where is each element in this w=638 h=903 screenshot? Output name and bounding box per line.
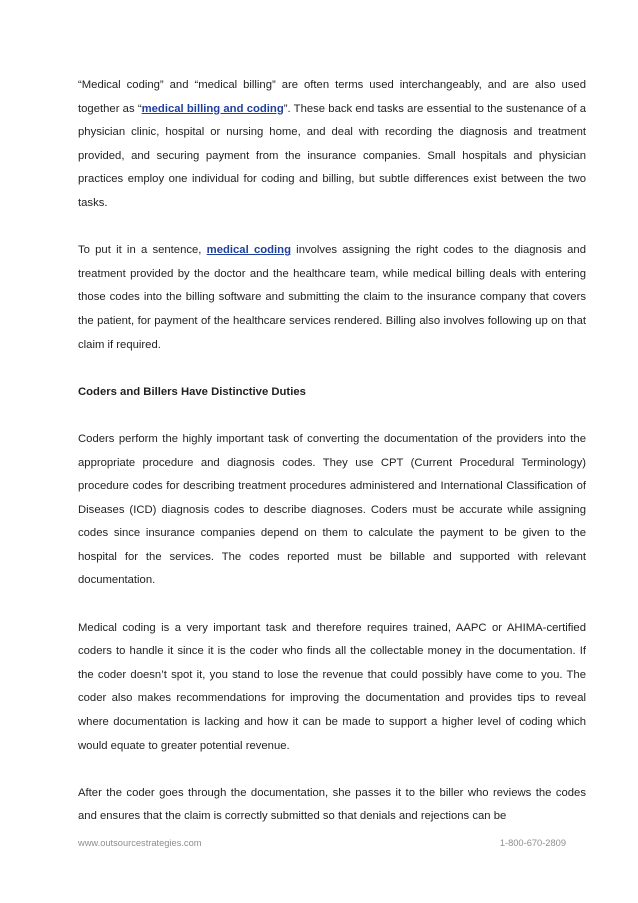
paragraph-definition-end: involves assigning the right codes to the diagnosis and treatment provided by the doctor and the healthcare team, while medical billing deals with entering those codes into the billing software and submitting the claim to the insurance company that covers the patient, for payment of the healthcare services rendered. Billing also involves following up on that claim if required. <box>78 244 586 351</box>
paragraph-definition <box>78 239 586 357</box>
paragraph-certified-coders: Medical coding is a very important task and therefore requires trained, AAPC or AHIMA-certified coders to handle it since it is the coder who finds all the collectable money in the documentation. If the coder doesn’t spot it, you stand to lose the revenue that could possibly have come to you. The coder also makes recommendations for improving the documentation and provides tips to reveal where documentation is lacking and how it can be made to support a higher level of coding which would equate to greater potential revenue. <box>78 621 586 752</box>
footer-website: www.outsourcestrategies.com <box>78 838 202 848</box>
section-heading: Coders and Billers Have Distinctive Duties <box>78 385 306 398</box>
paragraph-intro-start: “Medical coding” and “medical billing” are often terms used interchangeably, and are also used together as “ <box>78 79 586 115</box>
paragraph-intro <box>78 74 586 216</box>
document-body <box>78 74 586 829</box>
medical-coding-link[interactable]: medical coding <box>206 244 291 257</box>
medical-billing-and-coding-link[interactable]: medical billing and coding <box>141 102 284 115</box>
paragraph-biller-review: After the coder goes through the documentation, she passes it to the biller who reviews the codes and ensures that the claim is correctly submitted so that denials and rejections can be <box>78 786 586 823</box>
footer-phone: 1-800-670-2809 <box>499 838 566 848</box>
paragraph-coders-duties: Coders perform the highly important task of converting the documentation of the providers into the appropriate procedure and diagnosis codes. They use CPT (Current Procedural Terminology) procedure codes for describing treatment procedures administered and International Classification of Diseases (ICD) diagnosis codes to describe diagnoses. Coders must be accurate while assigning codes since insurance companies depend on them to calculate the payment to be given to the hospital for the services. The codes reported must be billable and supported with relevant documentation. <box>78 432 586 587</box>
paragraph-intro-end: ”. These back end tasks are essential to the sustenance of a physician clinic, hospital or nursing home, and deal with recording the diagnosis and treatment provided, and securing payment from the insurance companies. Small hospitals and physician practices employ one individual for coding and billing, but subtle differences exist between the two tasks. <box>78 102 586 209</box>
paragraph-definition-start: To put it in a sentence, <box>78 244 207 257</box>
